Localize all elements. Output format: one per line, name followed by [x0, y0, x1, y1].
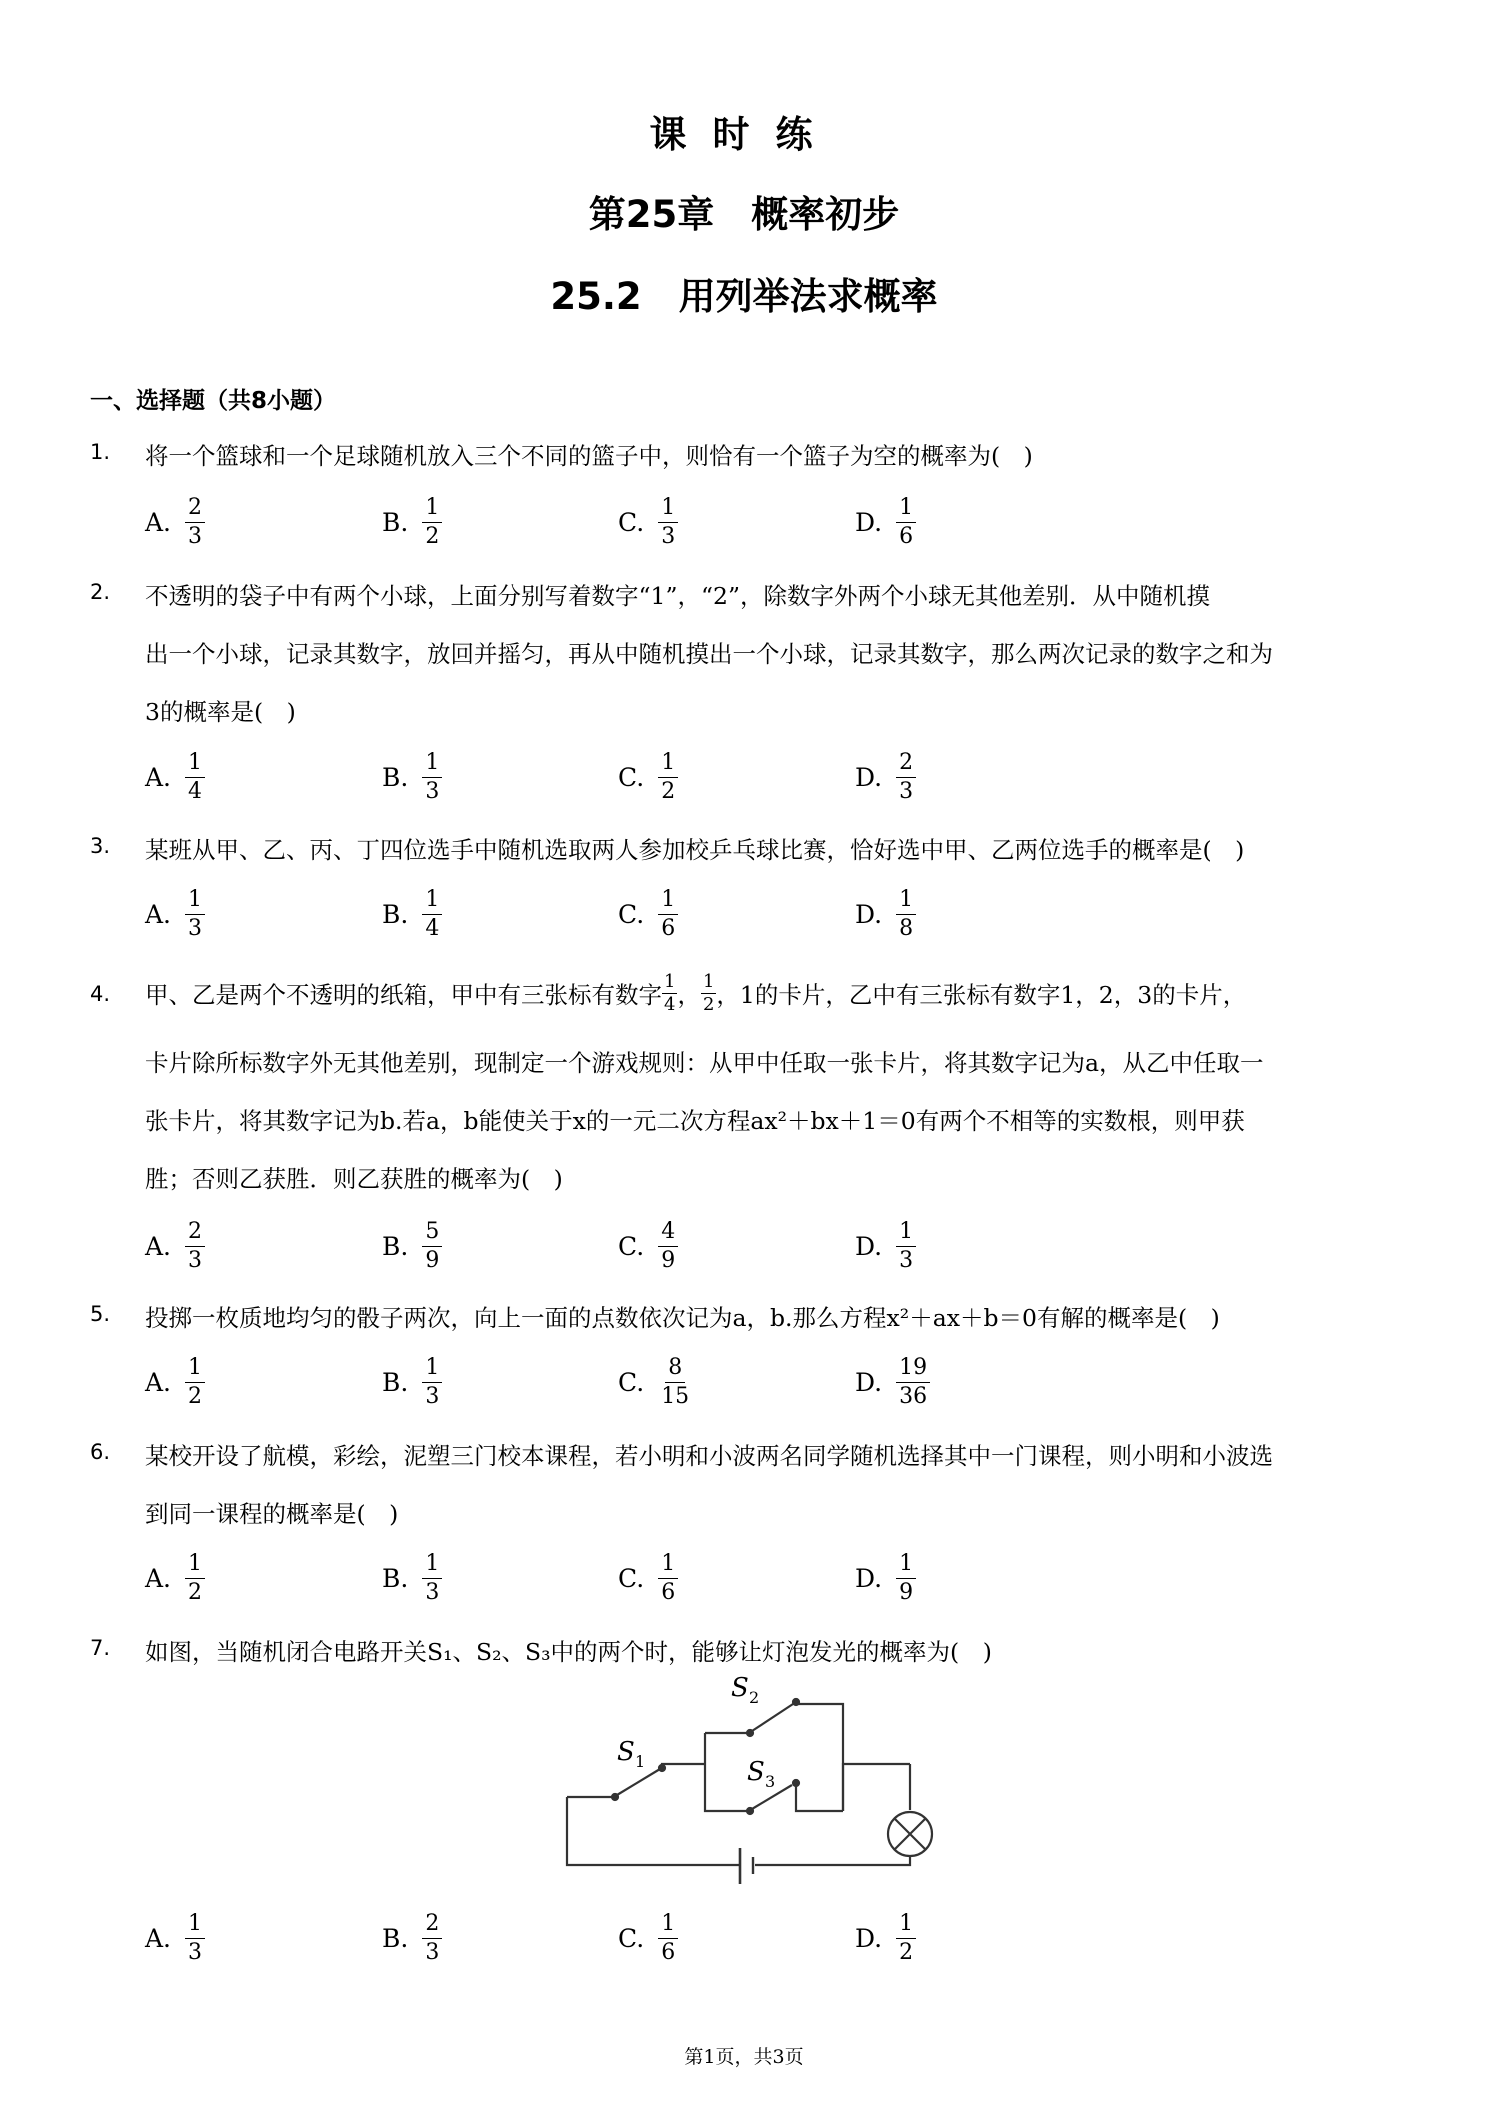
- circuit-diagram: [545, 1672, 945, 1892]
- option-a[interactable]: A. $\frac{2}{3}$: [145, 490, 205, 554]
- question-text: 到同一课程的概率是( ): [145, 1500, 399, 1528]
- options-q1: [145, 490, 1345, 554]
- option-c[interactable]: C. $\frac{1}{6}$: [618, 882, 678, 946]
- part-heading: 一、选择题（共8小题）: [90, 388, 337, 414]
- question-text: 甲、乙是两个不透明的纸箱，甲中有三张标有数字 1 4 ， 1 2 ，1的卡片，乙中有三张标有数字1，2，3的卡片，: [145, 970, 1247, 1015]
- option-c[interactable]: C. $\frac{1}{2}$: [618, 745, 678, 809]
- question-text: 不透明的袋子中有两个小球，上面分别写着数字“1”，“2”，除数字外两个小球无其他差别．从中随机摸: [145, 582, 1210, 610]
- option-c[interactable]: C. $\frac{1}{6}$: [618, 1906, 678, 1970]
- question-text: 3的概率是( ): [145, 698, 296, 726]
- option-d[interactable]: D. $\frac{1}{8}$: [855, 882, 916, 946]
- question-text: 张卡片，将其数字记为b.若a，b能使关于x的一元二次方程ax²＋bx＋1＝0有两个不相等的实数根，则甲获: [145, 1107, 1245, 1135]
- options-q7: [145, 1906, 1345, 1970]
- question-text: 将一个篮球和一个足球随机放入三个不同的篮子中，则恰有一个篮子为空的概率为( ): [145, 442, 1033, 470]
- option-a[interactable]: A. $\frac{1}{2}$: [145, 1350, 205, 1414]
- option-b[interactable]: B. $\frac{2}{3}$: [382, 1906, 442, 1970]
- question-number: 2.: [90, 580, 111, 604]
- option-a[interactable]: A. $\frac{1}{2}$: [145, 1546, 205, 1610]
- chapter-title: 第25章 概率初步: [588, 193, 900, 236]
- option-a[interactable]: A. $\frac{2}{3}$: [145, 1214, 205, 1278]
- question-number: 1.: [90, 440, 111, 464]
- option-b[interactable]: B. $\frac{1}{3}$: [382, 1350, 442, 1414]
- question-number: 6.: [90, 1440, 111, 1464]
- question-text: 如图，当随机闭合电路开关S₁、S₂、S₃中的两个时，能够让灯泡发光的概率为( ): [145, 1638, 992, 1666]
- option-b[interactable]: B. $\frac{5}{9}$: [382, 1214, 442, 1278]
- option-d[interactable]: D. $\frac{1}{6}$: [855, 490, 916, 554]
- options-q2: [145, 745, 1345, 809]
- question-number: 3.: [90, 834, 111, 858]
- question-number: 5.: [90, 1302, 111, 1326]
- options-q5: [145, 1350, 1345, 1414]
- switch-sub-3: 3: [765, 1772, 776, 1791]
- option-c[interactable]: C. $\frac{1}{6}$: [618, 1546, 678, 1610]
- option-b[interactable]: B. $\frac{1}{3}$: [382, 745, 442, 809]
- option-c[interactable]: C. $\frac{4}{9}$: [618, 1214, 678, 1278]
- question-text: 某班从甲、乙、丙、丁四位选手中随机选取两人参加校乒乓球比赛，恰好选中甲、乙两位选手的概率是( ): [145, 836, 1245, 864]
- switch-sub-2: 2: [749, 1688, 760, 1707]
- switch-label-s1: S: [617, 1737, 635, 1767]
- switch-sub-1: 1: [635, 1752, 646, 1771]
- question-text: 胜；否则乙获胜．则乙获胜的概率为( ): [145, 1165, 563, 1193]
- options-q4: [145, 1214, 1345, 1278]
- option-b[interactable]: B. $\frac{1}{3}$: [382, 1546, 442, 1610]
- question-text: 投掷一枚质地均匀的骰子两次，向上一面的点数依次记为a，b.那么方程x²＋ax＋b＝0有解的概率是( ): [145, 1304, 1220, 1332]
- question-number: 7.: [90, 1636, 111, 1660]
- options-q6: [145, 1546, 1345, 1610]
- option-d[interactable]: D. $\frac{19}{36}$: [855, 1350, 930, 1414]
- option-b[interactable]: B. $\frac{1}{2}$: [382, 490, 442, 554]
- option-c[interactable]: C. $\frac{1}{3}$: [618, 490, 678, 554]
- switch-label-s3: S: [747, 1757, 765, 1787]
- question-text: 出一个小球，记录其数字，放回并摇匀，再从中随机摸出一个小球，记录其数字，那么两次记录的数字之和为: [145, 640, 1273, 668]
- option-a[interactable]: A. $\frac{1}{3}$: [145, 882, 205, 946]
- page-title: 课时练: [649, 113, 839, 156]
- option-d[interactable]: D. $\frac{2}{3}$: [855, 745, 916, 809]
- option-d[interactable]: D. $\frac{1}{3}$: [855, 1214, 916, 1278]
- option-c[interactable]: C. $\frac{8}{15}$: [618, 1354, 690, 1409]
- question-text: 某校开设了航模，彩绘，泥塑三门校本课程，若小明和小波两名同学随机选择其中一门课程，则小明和小波选: [145, 1442, 1273, 1470]
- fraction-one-half: 1 2: [702, 970, 715, 1015]
- option-b[interactable]: B. $\frac{1}{4}$: [382, 882, 442, 946]
- option-a[interactable]: A. $\frac{1}{4}$: [145, 745, 205, 809]
- option-a[interactable]: A. $\frac{1}{3}$: [145, 1906, 205, 1970]
- question-number: 4.: [90, 982, 111, 1006]
- question-text: 卡片除所标数字外无其他差别，现制定一个游戏规则：从甲中任取一张卡片，将其数字记为a，从乙中任取一: [145, 1049, 1264, 1077]
- page-footer: 第1页，共3页: [684, 2046, 804, 2068]
- fraction-one-quarter: 1 4: [664, 970, 676, 1015]
- switch-label-s2: S: [731, 1673, 749, 1703]
- options-q3: [145, 882, 1345, 946]
- section-title: 25.2 用列举法求概率: [550, 275, 938, 318]
- option-d[interactable]: D. $\frac{1}{9}$: [855, 1546, 916, 1610]
- option-d[interactable]: D. $\frac{1}{2}$: [855, 1906, 916, 1970]
